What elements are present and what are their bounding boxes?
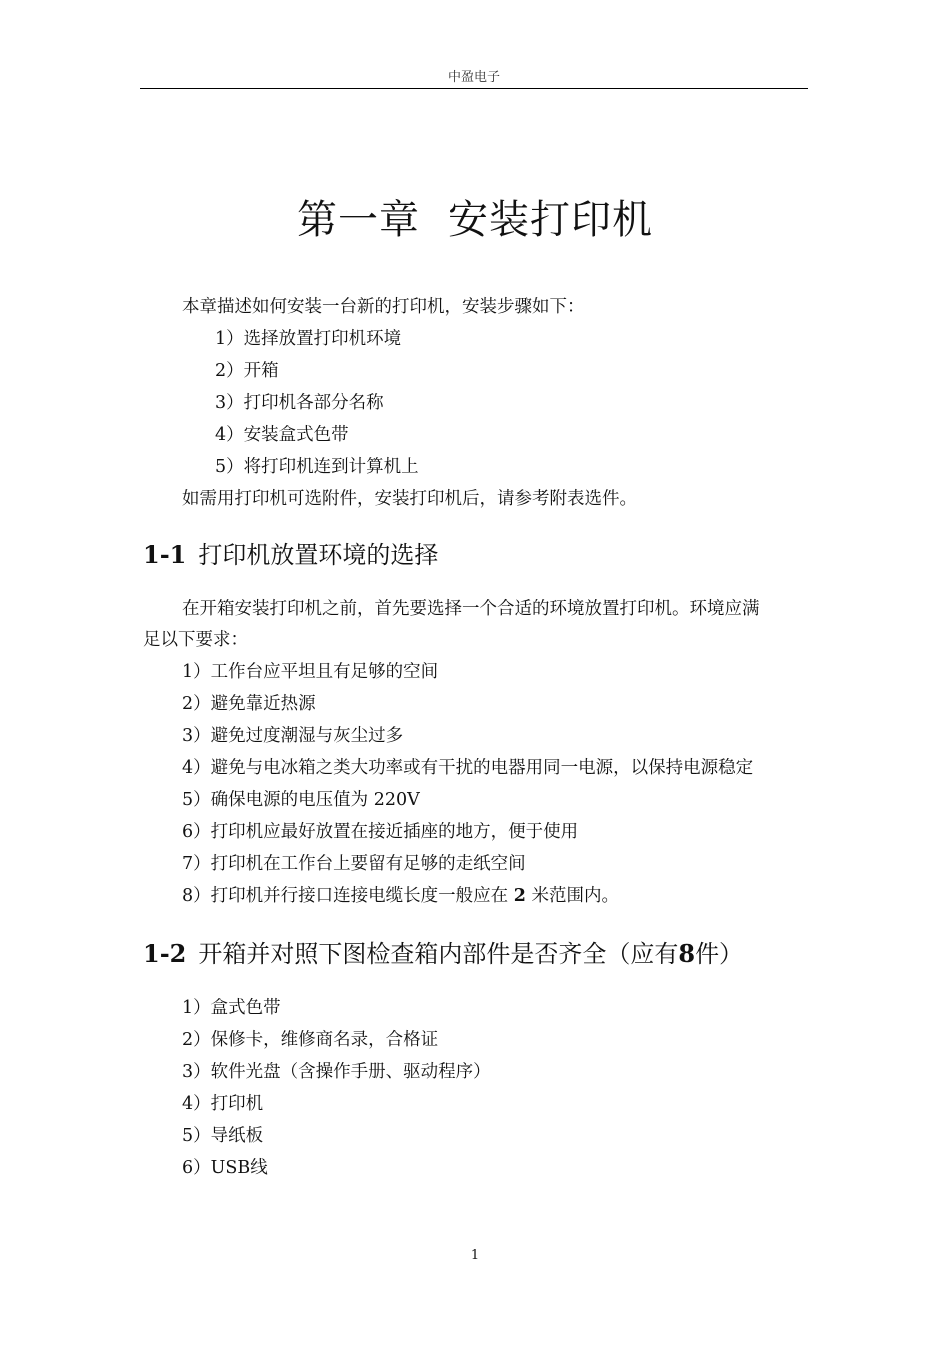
- section-number: 1-1: [143, 540, 187, 569]
- requirement-item: 1）工作台应平坦且有足够的空间: [182, 662, 439, 682]
- header-rule: [140, 88, 808, 89]
- requirement-item-text: 米范围内。: [525, 886, 619, 906]
- intro-step: 1）选择放置打印机环境: [215, 329, 402, 349]
- requirement-item: 4）避免与电冰箱之类大功率或有干扰的电器用同一电源，以保持电源稳定: [182, 758, 754, 778]
- requirement-item: [182, 884, 619, 908]
- intro-step: 2）开箱: [215, 361, 279, 381]
- requirement-item: 6）打印机应最好放置在接近插座的地方，便于使用: [182, 822, 579, 842]
- section-heading-1-2: [143, 938, 743, 970]
- section-heading-1-1: [143, 539, 438, 571]
- requirement-item-text: 8）打印机并行接口连接电缆长度一般应在: [182, 886, 514, 906]
- section-title: 打印机放置环境的选择: [198, 541, 439, 569]
- chapter-number: 第一章: [297, 197, 420, 243]
- package-item: 4）打印机: [182, 1094, 264, 1114]
- page-header: 中盈电子: [447, 70, 500, 85]
- section-title: 开箱并对照下图检查箱内部件是否齐全（应有: [198, 940, 679, 968]
- section1-paragraph-line: 在开箱安装打印机之前，首先要选择一个合适的环境放置打印机。环境应满: [182, 599, 760, 619]
- package-item: 2）保修卡，维修商名录，合格证: [182, 1030, 439, 1050]
- cable-length-value: 2: [513, 886, 526, 906]
- chapter-name: 安装打印机: [448, 197, 653, 243]
- package-item: 3）软件光盘（含操作手册、驱动程序）: [182, 1062, 491, 1082]
- package-item: 1）盒式色带: [182, 998, 281, 1018]
- section1-paragraph-line: 足以下要求：: [143, 630, 248, 650]
- chapter-title: [0, 188, 950, 245]
- requirement-item: 3）避免过度潮湿与灰尘过多: [182, 726, 404, 746]
- page-number: 1: [470, 1248, 480, 1263]
- package-item: 6）USB线: [182, 1158, 268, 1178]
- intro-lead: 本章描述如何安装一台新的打印机，安装步骤如下：: [182, 297, 585, 317]
- intro-note: 如需用打印机可选附件，安装打印机后，请参考附表选件。: [182, 489, 637, 509]
- requirement-item: 7）打印机在工作台上要留有足够的走纸空间: [182, 854, 526, 874]
- requirement-item: 5）确保电源的电压值为 220V: [182, 790, 420, 810]
- package-item: 5）导纸板: [182, 1126, 264, 1146]
- intro-step: 4）安装盒式色带: [215, 425, 349, 445]
- requirement-item: 2）避免靠近热源: [182, 694, 316, 714]
- intro-step: 3）打印机各部分名称: [215, 393, 384, 413]
- intro-step: 5）将打印机连到计算机上: [215, 457, 419, 477]
- part-count: 8: [678, 939, 696, 968]
- section-title-end: 件）: [695, 940, 744, 968]
- section-number: 1-2: [143, 939, 187, 968]
